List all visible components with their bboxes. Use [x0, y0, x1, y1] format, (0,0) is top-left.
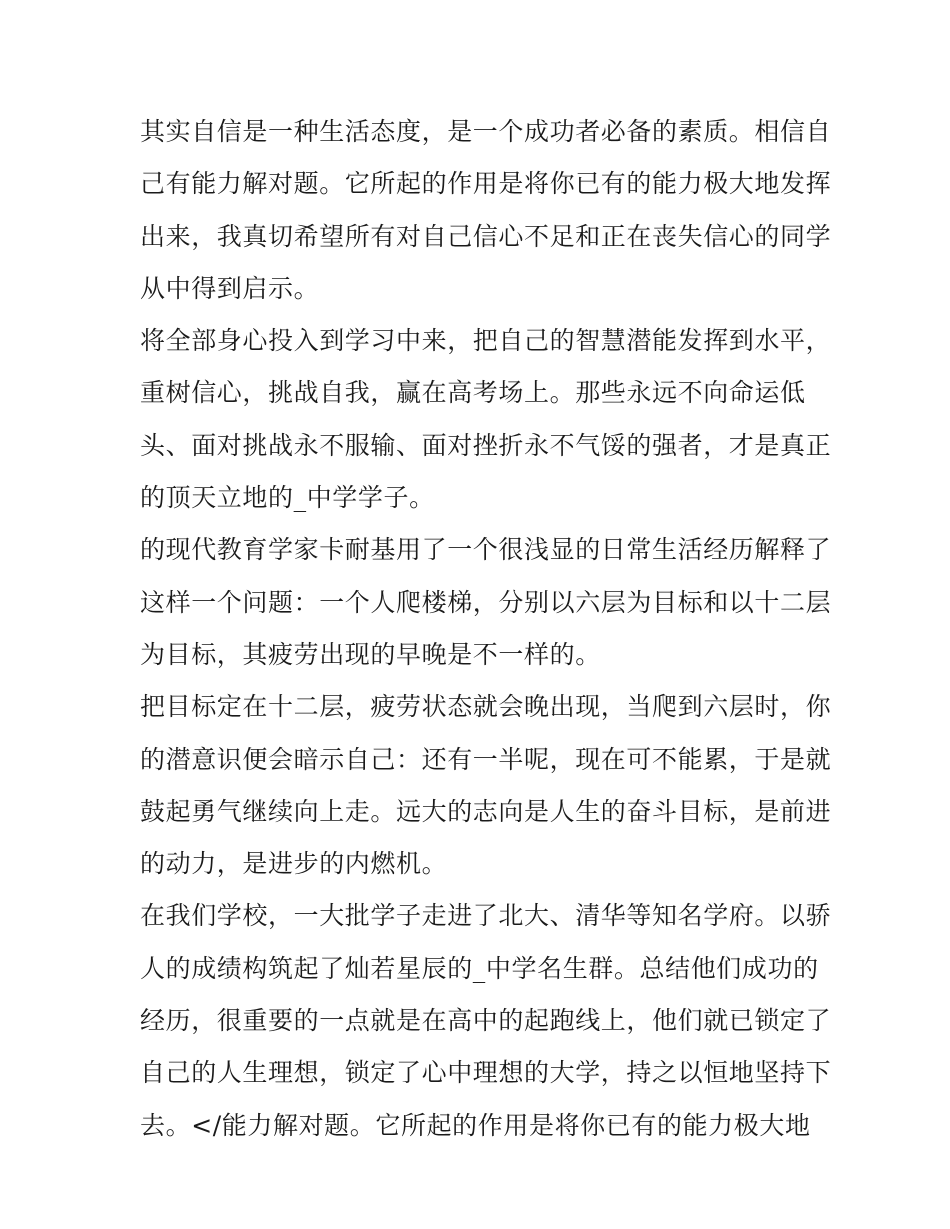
text-line: 经历，很重要的一点就是在高中的起跑线上，他们就已锁定了 [140, 1006, 832, 1036]
text-line: 从中得到启示。 [140, 273, 320, 303]
text-line: 的顶天立地的_中学学子。 [140, 483, 435, 513]
text-line: 的潜意识便会暗示自己：还有一半呢，现在可不能累，于是就 [140, 744, 832, 774]
text-line: 的动力，是进步的内燃机。 [140, 849, 448, 879]
text-line: 人的成绩构筑起了灿若星辰的_中学名生群。总结他们成功的 [140, 953, 819, 983]
text-line: 的现代教育学家卡耐基用了一个很浅显的日常生活经历解释了 [140, 535, 832, 565]
text-line: 自己的人生理想，锁定了心中理想的大学，持之以恒地坚持下 [140, 1058, 832, 1088]
text-line: 鼓起勇气继续向上走。远大的志向是人生的奋斗目标，是前进 [140, 796, 832, 826]
text-line: 将全部身心投入到学习中来，把自己的智慧潜能发挥到水平， [140, 326, 832, 356]
text-line: 己有能力解对题。它所起的作用是将你已有的能力极大地发挥 [140, 169, 832, 199]
text-line: 重树信心，挑战自我，赢在高考场上。那些永远不向命运低 [140, 378, 806, 408]
text-line: 这样一个问题：一个人爬楼梯，分别以六层为目标和以十二层 [140, 587, 832, 617]
text-line: 在我们学校，一大批学子走进了北大、清华等知名学府。以骄 [140, 901, 832, 931]
text-line: 其实自信是一种生活态度，是一个成功者必备的素质。相信自 [140, 117, 832, 146]
text-line: 为目标，其疲劳出现的早晚是不一样的。 [140, 639, 601, 669]
text-line: 头、面对挑战永不服输、面对挫折永不气馁的强者，才是真正 [140, 430, 832, 460]
text-line: 把目标定在十二层，疲劳状态就会晚出现，当爬到六层时，你 [140, 692, 832, 722]
text-line: 出来，我真切希望所有对自己信心不足和正在丧失信心的同学 [140, 221, 832, 251]
text-line: 去。</能力解对题。它所起的作用是将你已有的能力极大地 [140, 1110, 811, 1140]
document-body [140, 106, 832, 1152]
